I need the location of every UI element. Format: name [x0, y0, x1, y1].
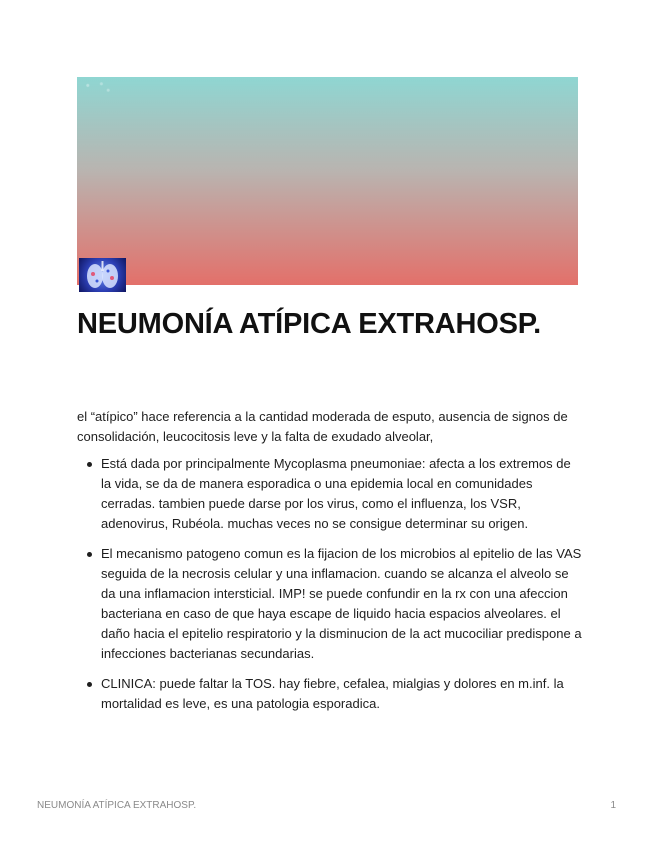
bullet-icon [87, 552, 92, 557]
header-banner [77, 77, 578, 285]
list-item-text: Está dada por principalmente Mycoplasma pneumoniae: afecta a los extremos de la vida, se da de manera esporadica o una epidemia local en comunidades cerradas. tambien puede darse por los virus, como el influenza, los VSR, adenovirus, Rubéola. muchas veces no se consigue determinar su origen. [101, 456, 571, 531]
list-item [77, 674, 582, 714]
intro-paragraph: el “atípico” hace referencia a la cantidad moderada de esputo, ausencia de signos de consolidación, leucocitosis leve y la falta de exudado alveolar, [77, 409, 568, 444]
bullet-icon [87, 462, 92, 467]
list-item [77, 454, 582, 534]
document-title: NEUMONÍA ATÍPICA EXTRAHOSP. [77, 308, 542, 340]
list-item [77, 544, 582, 664]
lungs-thumbnail-image [79, 258, 126, 292]
banner-texture [81, 79, 115, 95]
list-item-text: El mecanismo patogeno comun es la fijacion de los microbios al epitelio de las VAS seguida de la necrosis celular y una inflamacion. cuando se alcanza el alveolo se da una inflamacion intersticial. IMP! se puede confundir en la rx con una afeccion bacteriana en caso de que haya escape de liquido hacia espacios alveolares. el daño hacia el epitelio respiratorio y la disminucion de la act mucociliar predispone a infecciones bacterianas secundarias. [101, 546, 582, 661]
bullet-list [77, 454, 582, 724]
bullet-icon [87, 682, 92, 687]
page-number: 1 [610, 800, 616, 811]
list-item-text: CLINICA: puede faltar la TOS. hay fiebre, cefalea, mialgias y dolores en m.inf. la mortalidad es leve, es una patologia esporadica. [101, 676, 564, 711]
footer-title: NEUMONÍA ATÍPICA EXTRAHOSP. [37, 800, 197, 811]
